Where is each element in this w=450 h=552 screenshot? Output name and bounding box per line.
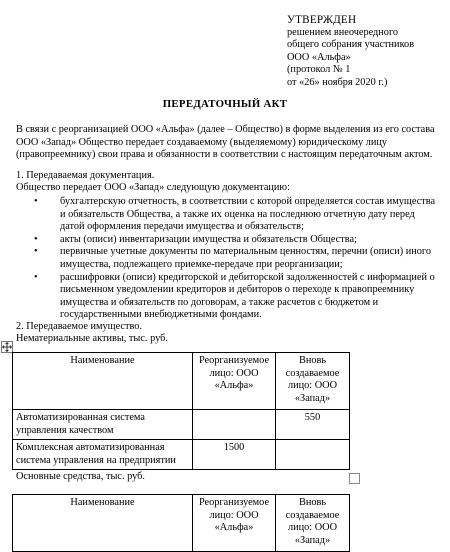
list-item-text: расшифровки (описи) кредиторской и дебиторской задолженностей с информацией о письменном уведомлении кредиторов и дебиторов о переходе к правопреемнику имущества и обязательств по договорам, а также расчетов с бюджетом и государственными внебюджетными фондами. — [60, 271, 435, 321]
intangible-assets-table — [12, 352, 350, 470]
approval-block — [287, 14, 414, 90]
list-item — [16, 234, 441, 247]
zapad-value-cell — [276, 440, 350, 470]
table-row — [13, 440, 350, 470]
list-item-text: бухгалтерскую отчетность, в соответствии с которой определяется состав имущества и обязательств Общества, а также их оценка на последнюю отчетную дату перед датой оформления передачи имущества и обязательств; — [60, 196, 436, 233]
list-item — [16, 196, 441, 234]
approval-line: общего собрания участников — [287, 39, 415, 51]
approval-heading: УТВЕРЖДЕН — [287, 14, 357, 26]
fixed-assets-caption: Основные средства, тыс. руб. — [16, 471, 145, 482]
bullet-icon: • — [34, 246, 38, 258]
table-header-row — [13, 495, 350, 552]
bullet-icon: • — [34, 233, 38, 245]
list-item-text: акты (описи) инвентаризации имущества и обязательств Общества; — [60, 233, 357, 245]
column-header-alfa: Реорганизуемое лицо: ООО «Альфа» — [193, 495, 276, 552]
documentation-list — [16, 196, 441, 322]
approval-line: решением внеочередного — [287, 26, 399, 38]
approval-line: от «26» ноября 2020 г.) — [287, 76, 388, 88]
document-title: ПЕРЕДАТОЧНЫЙ АКТ — [162, 98, 288, 110]
intro-paragraph: В связи с реорганизацией ООО «Альфа» (далее – Общество) в форме выделения из его состава ООО «Запад» Общество передает создаваемому (выделяемому) юридическому лицу (правопреемнику) свои права и обязанности в соответствии с настоящим передаточным актом. — [16, 124, 435, 161]
section1-lead: Общество передает ООО «Запад» следующую документацию: — [16, 182, 290, 193]
section1-heading: 1. Передаваемая документация. — [16, 170, 155, 181]
column-header-zapad: Вновь создаваемое лицо: ООО «Запад» — [276, 495, 350, 552]
table-header-row — [13, 353, 350, 410]
column-header-zapad: Вновь создаваемое лицо: ООО «Запад» — [276, 353, 350, 410]
approval-line: ООО «Альфа» — [287, 51, 351, 63]
approval-line: (протокол № 1 — [287, 64, 351, 76]
column-header-name: Наименование — [13, 495, 193, 552]
asset-name-cell: Автоматизированная система управления качеством — [13, 410, 193, 440]
fixed-assets-table — [12, 494, 350, 552]
zapad-value-cell: 550 — [276, 410, 350, 440]
asset-name-cell: Комплексная автоматизированная система управления на предприятии — [13, 440, 193, 470]
list-item — [16, 272, 441, 322]
alfa-value-cell: 1500 — [193, 440, 276, 470]
list-item-text: первичные учетные документы по материальным ценностям, перечни (описи) иного имущества, подлежащего приемке-передаче при реорганизации; — [60, 246, 432, 270]
bullet-icon: • — [34, 271, 38, 283]
table-row — [13, 410, 350, 440]
intangible-caption: Нематериальные активы, тыс. руб. — [16, 333, 168, 344]
list-item — [16, 246, 441, 271]
column-header-name: Наименование — [13, 353, 193, 410]
section2-heading: 2. Передаваемое имущество. — [16, 321, 143, 332]
alfa-value-cell — [193, 410, 276, 440]
table-resize-handle-icon[interactable] — [349, 473, 360, 484]
column-header-alfa: Реорганизуемое лицо: ООО «Альфа» — [193, 353, 276, 410]
bullet-icon: • — [34, 196, 38, 207]
